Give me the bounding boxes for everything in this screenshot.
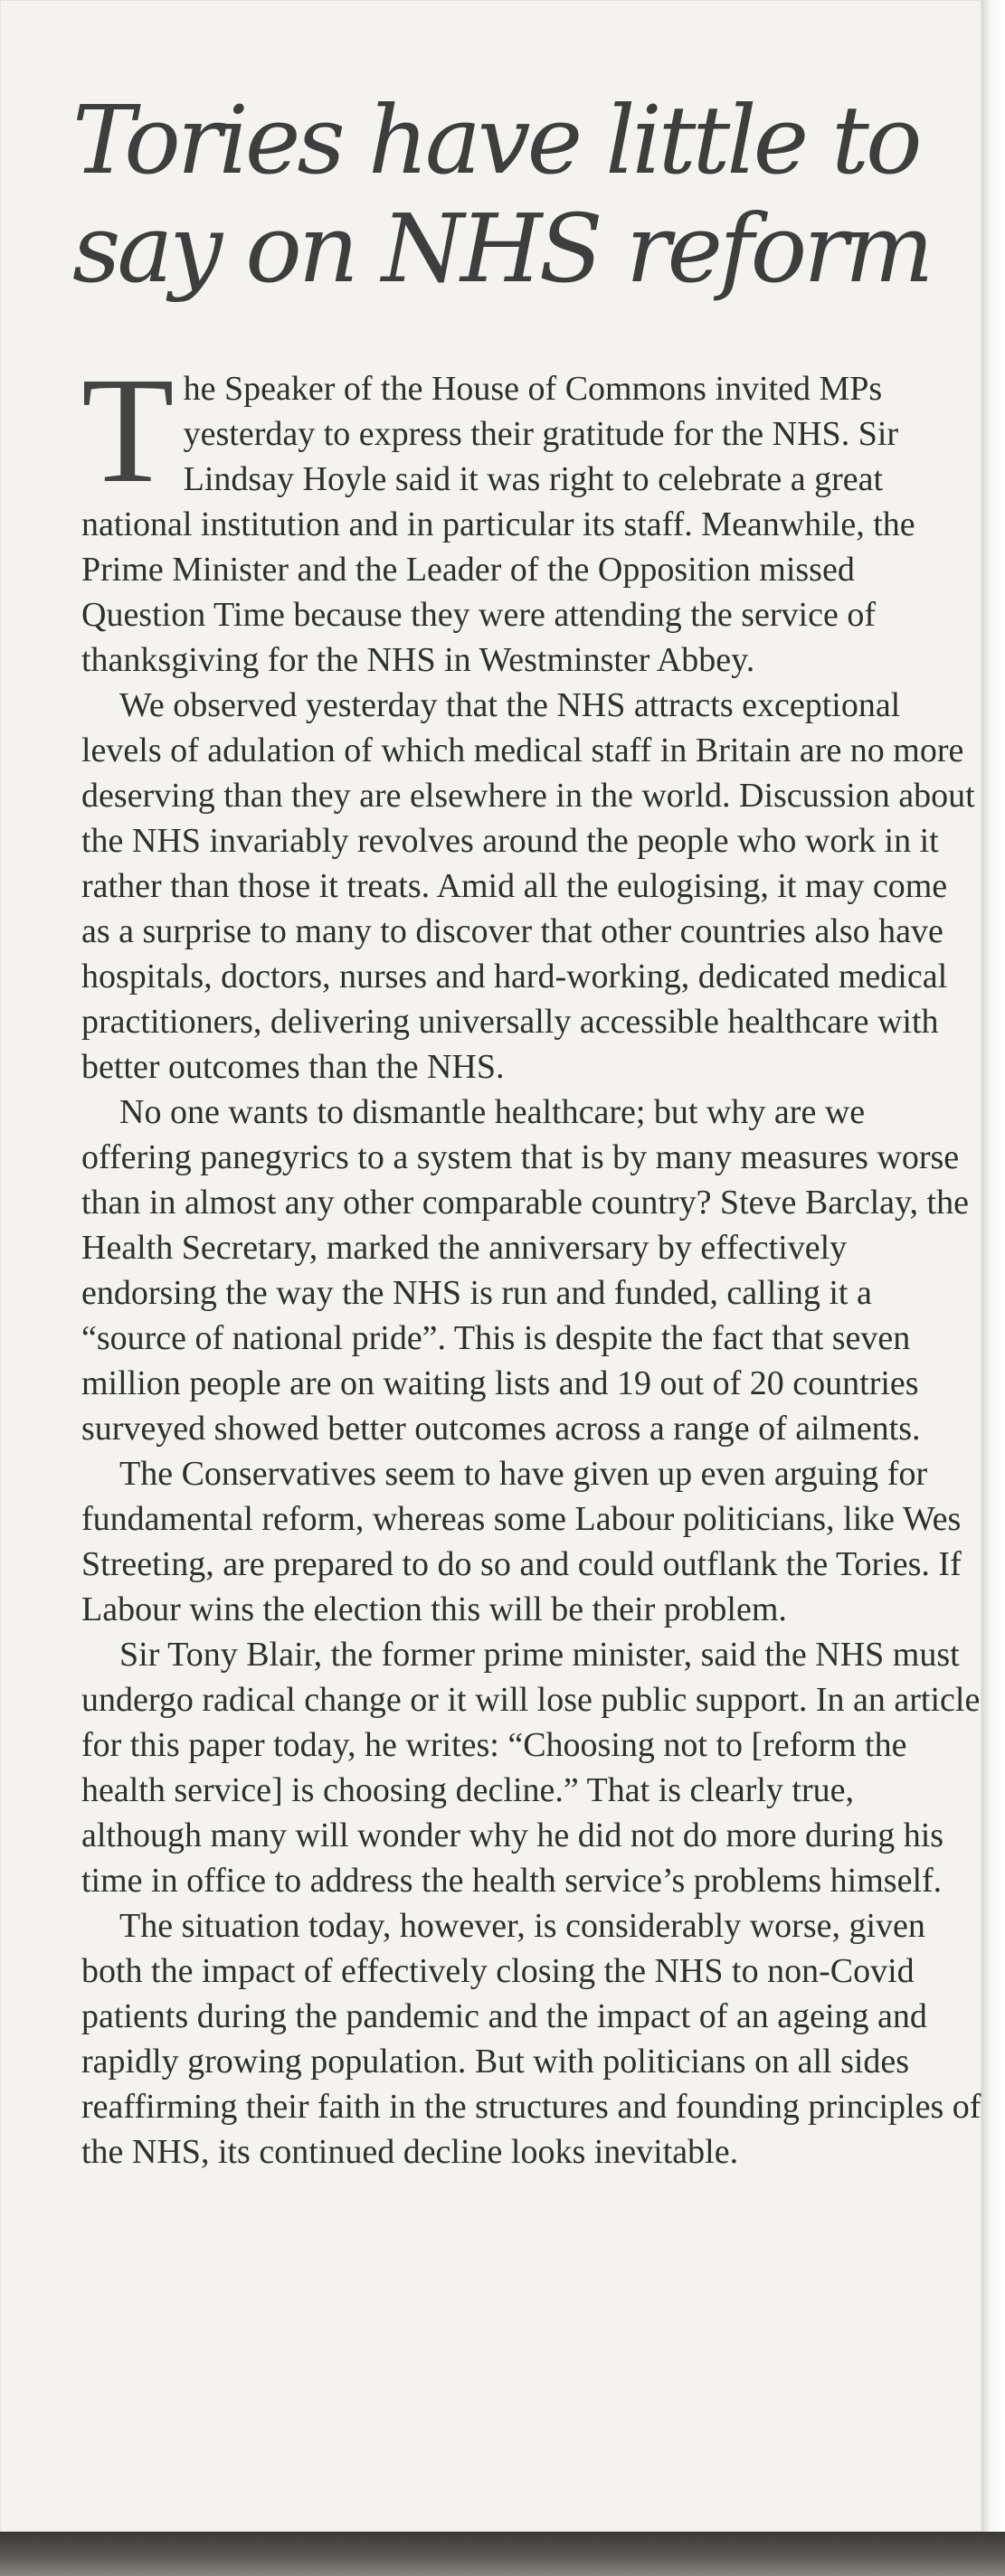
paragraph-6: The situation today, however, is considerably worse, given both the impact of effectively closing the NHS to non-Covid patients during the pandemic and the impact of an ageing and rapidly growing population. But with politicians on all sides reaffirming their faith in the structures and founding principles of the NHS, its continued decline looks inevitable. (81, 1907, 981, 2171)
scan-bottom-edge (0, 2532, 1005, 2576)
paragraph-1: The Speaker of the House of Commons invited MPs yesterday to express their gratitude for the NHS. Sir Lindsay Hoyle said it was right to celebrate a great national institution and in particular its staff. Meanwhile, the Prime Minister and the Leader of the Opposition missed Question Time because they were attending the service of thanksgiving for the NHS in Westminster Abbey. (81, 346, 915, 679)
page-edge (981, 0, 1005, 2576)
paragraph-3: No one wants to dismantle healthcare; but why are we offering panegyrics to a system that is by many measures worse than in almost any other comparable country? Steve Barclay, the Health Secretary, marked the anniversary by effectively endorsing the way the NHS is run and funded, calling it a “source of national pride”. This is despite the fact that seven million people are on waiting lists and 19 out of 20 countries surveyed showed better outcomes across a range of ailments. (81, 1093, 969, 1448)
paragraph-5: Sir Tony Blair, the former prime minister, said the NHS must undergo radical change or it will lose public support. In an article for this paper today, he writes: “Choosing not to [reform the health service] is choosing decline.” That is clearly true, although many will wonder why he did not do more during his time in office to address the health service’s problems himself. (81, 1636, 981, 1900)
paragraph-2: We observed yesterday that the NHS attracts exceptional levels of adulation of which medical staff in Britain are no more deserving than they are elsewhere in the world. Discussion about the NHS invariably revolves around the people who work in it rather than those it treats. Amid all the eulogising, it may come as a surprise to many to discover that other countries also have hospitals, doctors, nurses and hard-working, dedicated medical practitioners, delivering universally accessible healthcare with better outcomes than the NHS. (81, 686, 975, 1086)
paragraph-4: The Conservatives seem to have given up even arguing for fundamental reform, whereas some Labour politicians, like Wes Streeting, are prepared to do so and could outflank the Tories. If Labour wins the election this will be their problem. (81, 1455, 962, 1628)
headline: Tories have little to say on NHS reform (72, 85, 931, 304)
article-body (81, 346, 981, 2175)
